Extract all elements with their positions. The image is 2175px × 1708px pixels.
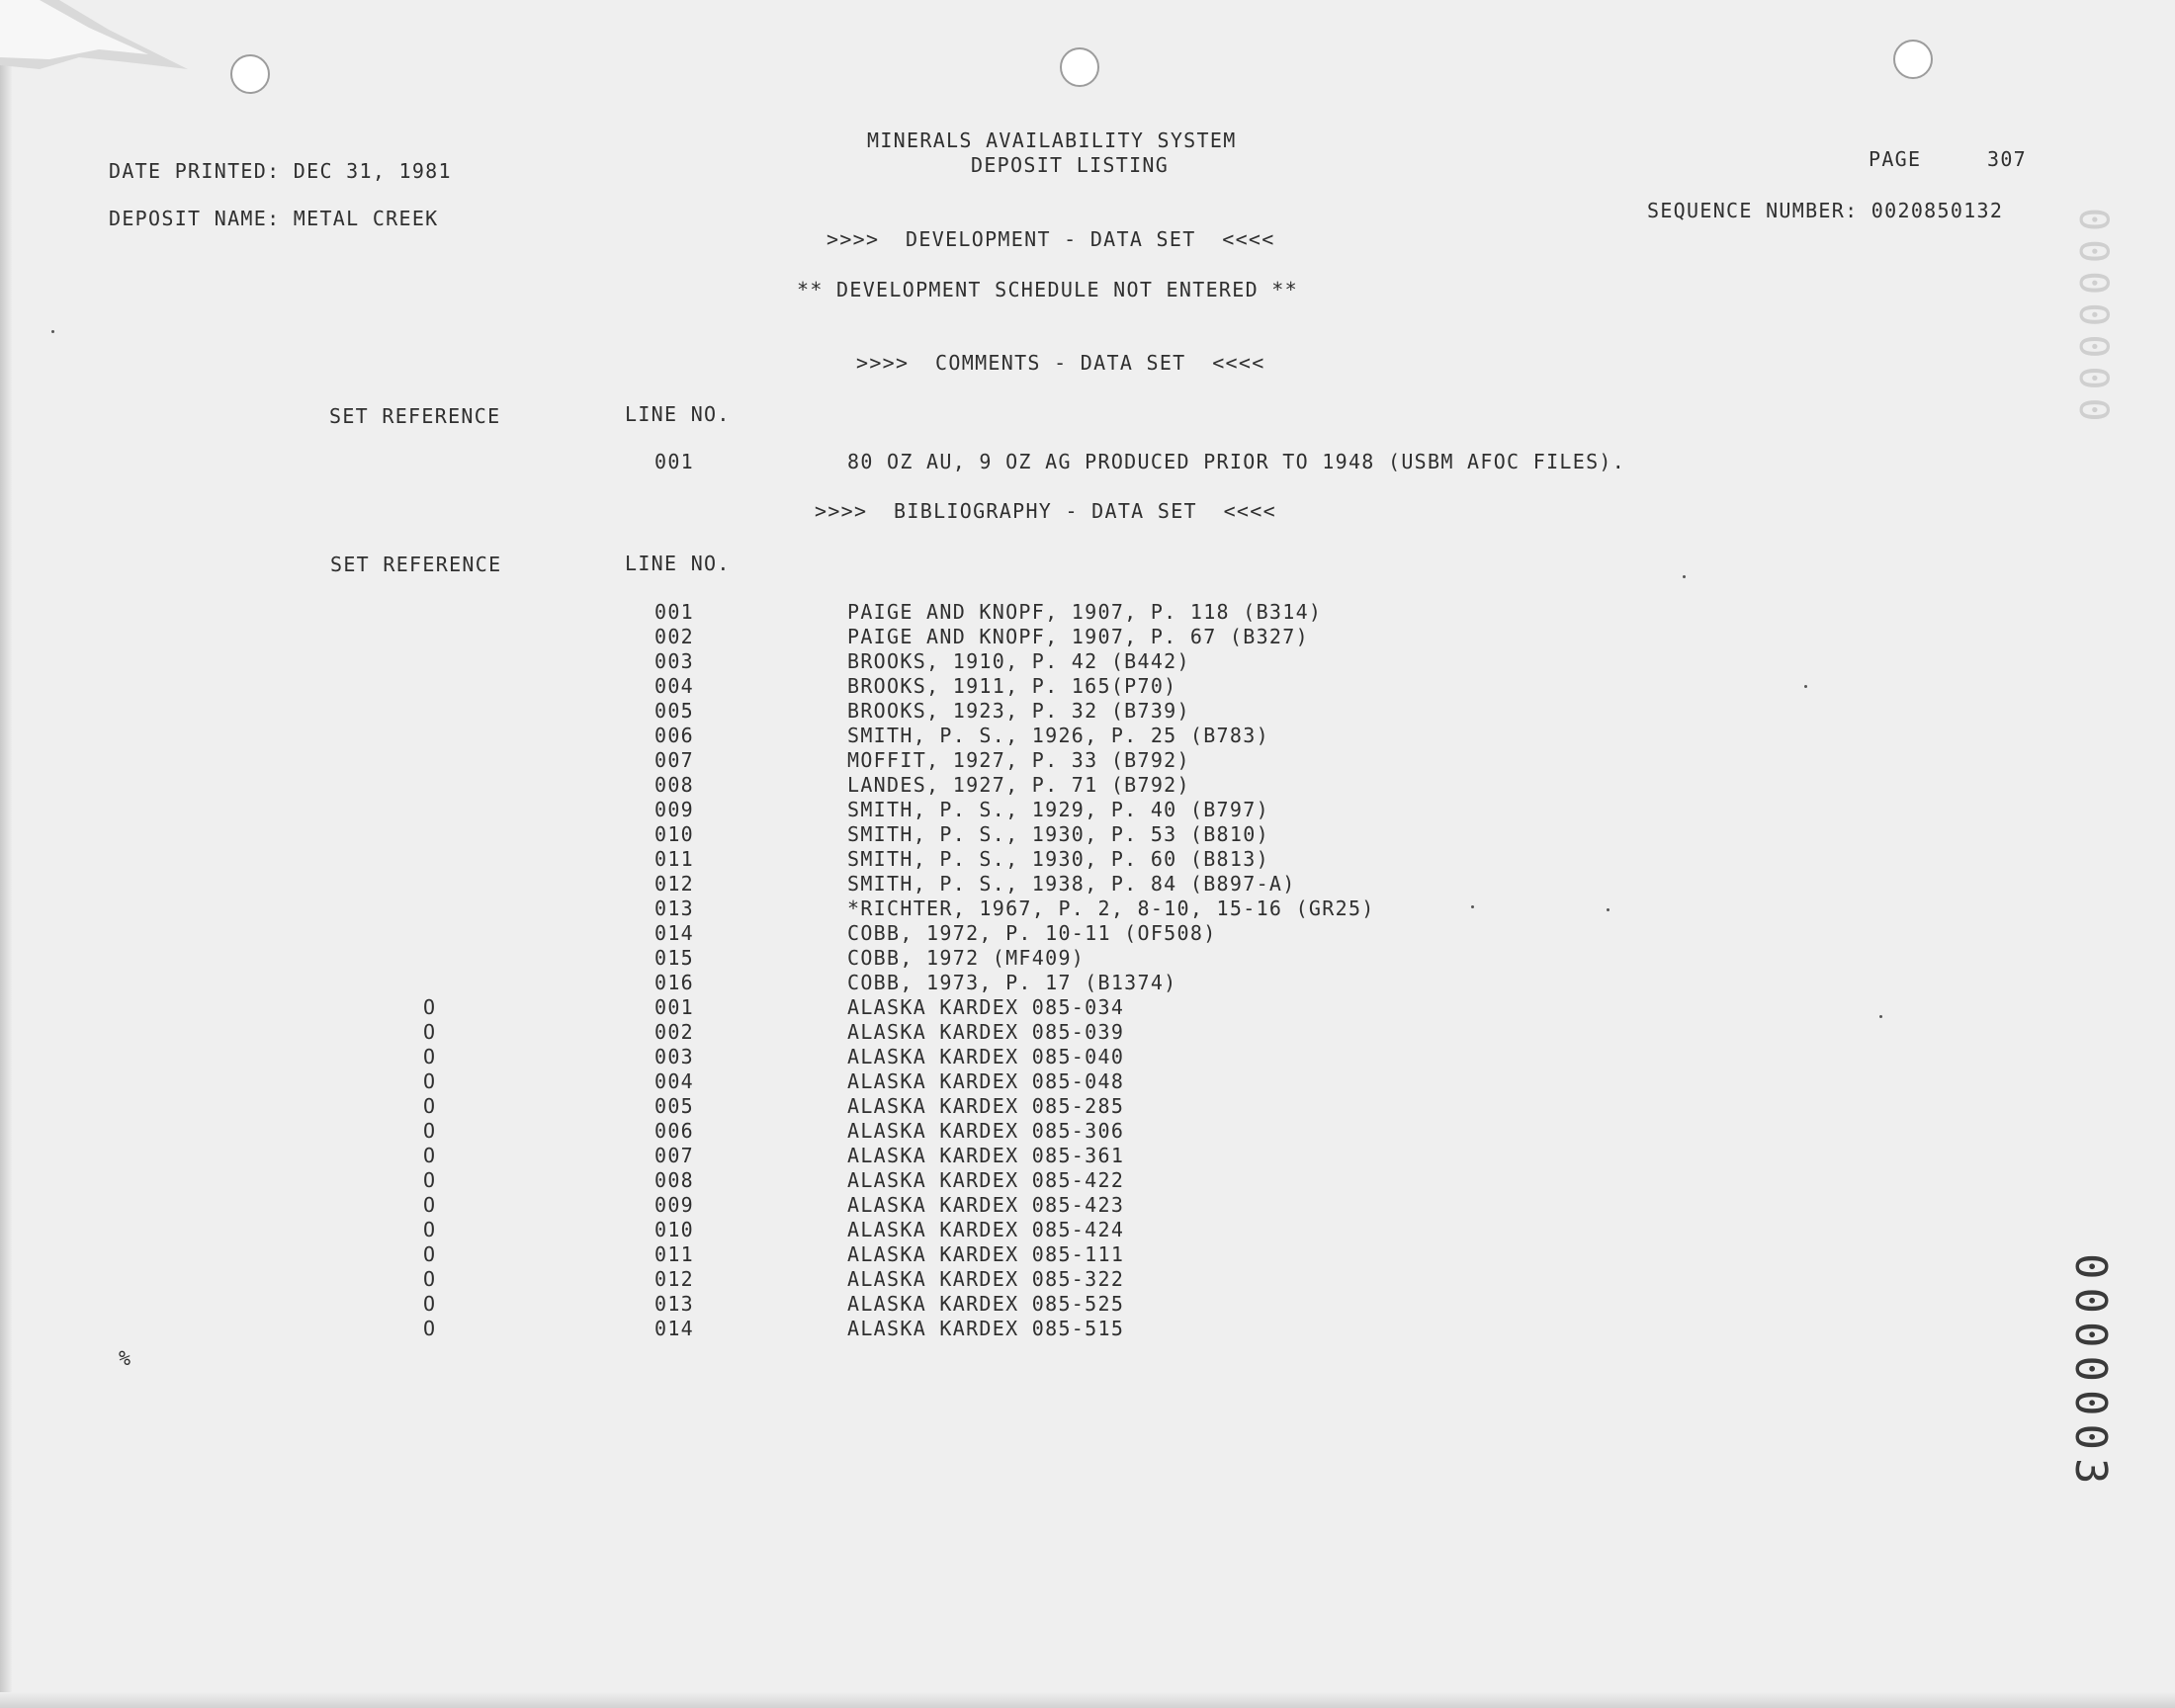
entry-text-cell: COBB, 1972, P. 10-11 (OF508) xyxy=(847,921,1217,945)
binder-hole-right xyxy=(1893,40,1933,79)
sequence-number: SEQUENCE NUMBER: 0020850132 xyxy=(1647,199,2004,222)
set-reference-cell: O xyxy=(423,1193,437,1217)
entry-text-cell: SMITH, P. S., 1930, P. 53 (B810) xyxy=(847,822,1269,846)
line-no-cell: 014 xyxy=(654,1317,695,1340)
line-no-cell: 007 xyxy=(654,748,695,772)
page-left-edge xyxy=(0,0,12,1708)
entry-text-cell: BROOKS, 1911, P. 165(P70) xyxy=(847,674,1177,698)
entry-text-cell: 80 OZ AU, 9 OZ AG PRODUCED PRIOR TO 1948 (USBM AFOC FILES). xyxy=(847,450,1626,473)
line-no-cell: 007 xyxy=(654,1144,695,1167)
set-reference-cell: O xyxy=(423,1242,437,1266)
entry-text-cell: LANDES, 1927, P. 71 (B792) xyxy=(847,773,1190,797)
speck-dot xyxy=(1471,905,1474,908)
page-label: PAGE xyxy=(1869,147,1922,171)
entry-text-cell: SMITH, P. S., 1926, P. 25 (B783) xyxy=(847,724,1269,747)
margin-stamp: 0000003 xyxy=(2065,1253,2116,1493)
line-no-cell: 001 xyxy=(654,450,695,473)
line-no-cell: 008 xyxy=(654,1168,695,1192)
date-printed: DATE PRINTED: DEC 31, 1981 xyxy=(109,159,452,183)
entry-text-cell: SMITH, P. S., 1930, P. 60 (B813) xyxy=(847,847,1269,871)
entry-text-cell: PAIGE AND KNOPF, 1907, P. 67 (B327) xyxy=(847,625,1309,648)
set-reference-cell: O xyxy=(423,995,437,1019)
set-reference-cell: O xyxy=(423,1020,437,1044)
entry-text-cell: BROOKS, 1923, P. 32 (B739) xyxy=(847,699,1190,723)
set-reference-cell: O xyxy=(423,1069,437,1093)
line-no-cell: 011 xyxy=(654,1242,695,1266)
line-no-cell: 005 xyxy=(654,699,695,723)
line-no-cell: 014 xyxy=(654,921,695,945)
set-reference-cell: O xyxy=(423,1119,437,1143)
set-reference-cell: O xyxy=(423,1144,437,1167)
line-no-cell: 002 xyxy=(654,1020,695,1044)
line-no-cell: 005 xyxy=(654,1094,695,1118)
binder-hole-left xyxy=(230,54,270,94)
set-reference-cell: O xyxy=(423,1218,437,1241)
line-no-cell: 012 xyxy=(654,872,695,896)
entry-text-cell: ALASKA KARDEX 085-361 xyxy=(847,1144,1125,1167)
development-heading: >>>> DEVELOPMENT - DATA SET <<<< xyxy=(826,227,1275,251)
entry-text-cell: COBB, 1973, P. 17 (B1374) xyxy=(847,971,1177,994)
speck-dot xyxy=(1879,1015,1882,1018)
line-no-cell: 009 xyxy=(654,1193,695,1217)
line-no-cell: 006 xyxy=(654,1119,695,1143)
entry-text-cell: COBB, 1972 (MF409) xyxy=(847,946,1086,970)
entry-text-cell: ALASKA KARDEX 085-322 xyxy=(847,1267,1125,1291)
entry-text-cell: MOFFIT, 1927, P. 33 (B792) xyxy=(847,748,1190,772)
entry-text-cell: ALASKA KARDEX 085-048 xyxy=(847,1069,1125,1093)
line-no-cell: 002 xyxy=(654,625,695,648)
entry-text-cell: ALASKA KARDEX 085-111 xyxy=(847,1242,1125,1266)
line-no-cell: 010 xyxy=(654,822,695,846)
entry-text-cell: SMITH, P. S., 1929, P. 40 (B797) xyxy=(847,798,1269,821)
entry-text-cell: ALASKA KARDEX 085-039 xyxy=(847,1020,1125,1044)
entry-text-cell: ALASKA KARDEX 085-423 xyxy=(847,1193,1125,1217)
entry-text-cell: ALASKA KARDEX 085-034 xyxy=(847,995,1125,1019)
listing-title: DEPOSIT LISTING xyxy=(971,153,1170,177)
line-no-cell: 011 xyxy=(654,847,695,871)
line-no-cell: 004 xyxy=(654,674,695,698)
line-no-cell: 016 xyxy=(654,971,695,994)
comments-col-set-reference: SET REFERENCE xyxy=(329,404,501,428)
margin-stamp-faint: 0000000 xyxy=(2070,208,2116,430)
line-no-cell: 001 xyxy=(654,995,695,1019)
development-note: ** DEVELOPMENT SCHEDULE NOT ENTERED ** xyxy=(797,278,1298,301)
bibliography-col-line-no: LINE NO. xyxy=(625,552,731,575)
entry-text-cell: ALASKA KARDEX 085-306 xyxy=(847,1119,1125,1143)
percent-mark: % xyxy=(119,1346,132,1370)
line-no-cell: 006 xyxy=(654,724,695,747)
page-number: 307 xyxy=(1987,147,2028,171)
set-reference-cell: O xyxy=(423,1168,437,1192)
line-no-cell: 010 xyxy=(654,1218,695,1241)
set-reference-cell: O xyxy=(423,1267,437,1291)
line-no-cell: 009 xyxy=(654,798,695,821)
comments-col-line-no: LINE NO. xyxy=(625,402,731,426)
system-title: MINERALS AVAILABILITY SYSTEM xyxy=(867,128,1237,152)
speck-dot xyxy=(1683,575,1686,578)
page-bottom-edge xyxy=(0,1692,2175,1708)
entry-text-cell: ALASKA KARDEX 085-424 xyxy=(847,1218,1125,1241)
set-reference-cell: O xyxy=(423,1317,437,1340)
entry-text-cell: SMITH, P. S., 1938, P. 84 (B897-A) xyxy=(847,872,1296,896)
bibliography-col-set-reference: SET REFERENCE xyxy=(330,553,502,576)
line-no-cell: 008 xyxy=(654,773,695,797)
entry-text-cell: BROOKS, 1910, P. 42 (B442) xyxy=(847,649,1190,673)
comments-heading: >>>> COMMENTS - DATA SET <<<< xyxy=(856,351,1265,375)
binder-hole-center xyxy=(1060,47,1099,87)
line-no-cell: 012 xyxy=(654,1267,695,1291)
entry-text-cell: ALASKA KARDEX 085-525 xyxy=(847,1292,1125,1316)
entry-text-cell: ALASKA KARDEX 085-515 xyxy=(847,1317,1125,1340)
speck-dot xyxy=(1607,908,1610,911)
entry-text-cell: ALASKA KARDEX 085-285 xyxy=(847,1094,1125,1118)
line-no-cell: 015 xyxy=(654,946,695,970)
set-reference-cell: O xyxy=(423,1094,437,1118)
speck-dot xyxy=(51,330,54,333)
speck-dot xyxy=(1804,685,1807,688)
torn-corner-icon xyxy=(0,0,198,79)
entry-text-cell: ALASKA KARDEX 085-422 xyxy=(847,1168,1125,1192)
entry-text-cell: ALASKA KARDEX 085-040 xyxy=(847,1045,1125,1068)
set-reference-cell: O xyxy=(423,1045,437,1068)
line-no-cell: 013 xyxy=(654,897,695,920)
deposit-name: DEPOSIT NAME: METAL CREEK xyxy=(109,207,439,230)
line-no-cell: 013 xyxy=(654,1292,695,1316)
set-reference-cell: O xyxy=(423,1292,437,1316)
line-no-cell: 001 xyxy=(654,600,695,624)
line-no-cell: 003 xyxy=(654,1045,695,1068)
line-no-cell: 003 xyxy=(654,649,695,673)
entry-text-cell: *RICHTER, 1967, P. 2, 8-10, 15-16 (GR25) xyxy=(847,897,1375,920)
entry-text-cell: PAIGE AND KNOPF, 1907, P. 118 (B314) xyxy=(847,600,1323,624)
bibliography-heading: >>>> BIBLIOGRAPHY - DATA SET <<<< xyxy=(815,499,1276,523)
line-no-cell: 004 xyxy=(654,1069,695,1093)
